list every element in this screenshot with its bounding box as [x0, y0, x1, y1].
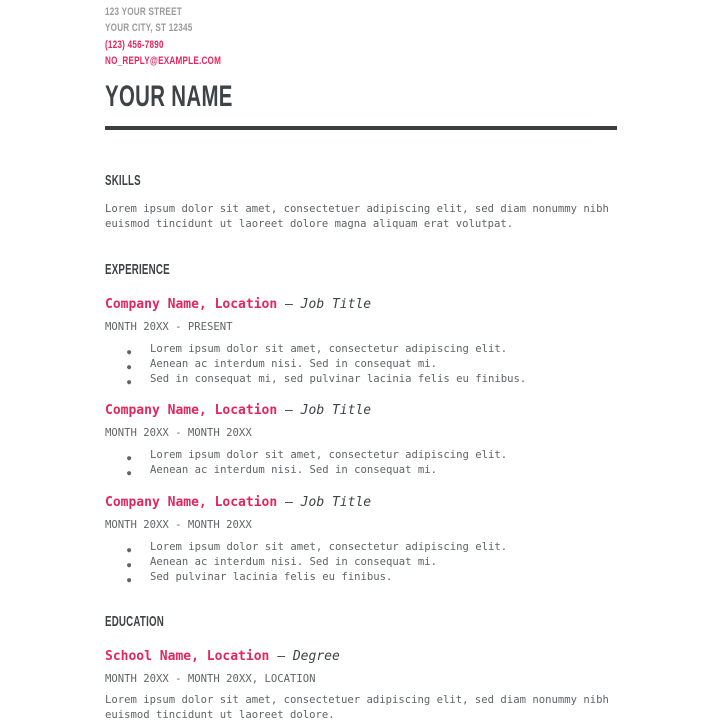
experience-entry-dates: MONTH 20XX - MONTH 20XX: [105, 518, 252, 531]
experience-heading-text: EXPERIENCE: [105, 260, 170, 278]
contact-address-line1: [105, 4, 617, 20]
title-separator: —: [277, 403, 301, 419]
experience-entry-title: [105, 297, 617, 313]
contact-phone-text: (123) 456-7890: [105, 38, 164, 51]
bullet-item: ● Sed in consequat mi, sed pulvinar lacinia felis eu finibus.: [105, 372, 617, 387]
experience-entry-dates: MONTH 20XX - MONTH 20XX: [105, 427, 252, 440]
experience-entry: [105, 495, 617, 586]
job-title: Job Title: [300, 494, 372, 510]
bullet-item: ● Aenean ac interdum nisi. Sed in consequat mi.: [105, 463, 617, 478]
contact-email: [105, 53, 617, 69]
company-name: Company Name, Location: [105, 296, 278, 312]
contact-address-line2-text: YOUR CITY, ST 12345: [105, 22, 193, 35]
contact-address-line2: [105, 20, 617, 36]
contact-address-line1-text: 123 YOUR STREET: [105, 6, 182, 18]
job-title: Job Title: [300, 403, 372, 419]
experience-entry-title: [105, 403, 617, 419]
title-separator: —: [277, 296, 301, 312]
title-separator: —: [277, 494, 301, 510]
school-name: School Name, Location: [105, 649, 270, 665]
contact-phone: [105, 37, 617, 53]
skills-body: Lorem ipsum dolor sit amet, consectetuer adipiscing elit, sed diam nonummy nibh euismod tincidunt ut laoreet dolore magna aliquam erat volutpat.: [105, 203, 609, 231]
company-name: Company Name, Location: [105, 494, 278, 510]
education-entry: [105, 649, 617, 723]
education-heading-text: EDUCATION: [105, 613, 164, 631]
experience-entry-title: [105, 495, 617, 511]
page-title: [105, 81, 617, 113]
education-body: Lorem ipsum dolor sit amet, consectetuer adipiscing elit, sed diam nonummy nibh euismod tincidunt ut laoreet dolore.: [105, 694, 609, 722]
bullet-item: ● Lorem ipsum dolor sit amet, consectetur adipiscing elit.: [105, 342, 617, 357]
contact-email-text: NO_REPLY@EXAMPLE.COM: [105, 54, 222, 67]
job-title: Job Title: [300, 296, 372, 312]
experience-heading: [105, 261, 617, 278]
bullet-item: ● Lorem ipsum dolor sit amet, consectetur adipiscing elit.: [105, 448, 617, 463]
degree: Degree: [292, 649, 340, 665]
page-title-text: YOUR NAME: [105, 80, 233, 114]
contact-block: [105, 4, 617, 69]
title-divider: [105, 126, 617, 130]
skills-heading-text: SKILLS: [105, 172, 141, 190]
experience-entry-dates: MONTH 20XX - PRESENT: [105, 320, 233, 333]
experience-bullet-list: [105, 342, 617, 388]
bullet-item: ● Lorem ipsum dolor sit amet, consectetur adipiscing elit.: [105, 540, 617, 555]
experience-entry: [105, 403, 617, 478]
education-entry-dates: MONTH 20XX - MONTH 20XX, LOCATION: [105, 673, 316, 686]
bullet-item: ● Aenean ac interdum nisi. Sed in consequat mi.: [105, 357, 617, 372]
bullet-item: ● Sed pulvinar lacinia felis eu finibus.: [105, 570, 617, 585]
experience-bullet-list: [105, 448, 617, 478]
title-separator: —: [269, 649, 293, 665]
bullet-item: ● Aenean ac interdum nisi. Sed in consequat mi.: [105, 555, 617, 570]
skills-heading: [105, 172, 617, 189]
experience-entry: [105, 297, 617, 388]
company-name: Company Name, Location: [105, 403, 278, 419]
experience-bullet-list: [105, 540, 617, 586]
education-heading: [105, 613, 617, 630]
education-entry-title: [105, 649, 617, 665]
